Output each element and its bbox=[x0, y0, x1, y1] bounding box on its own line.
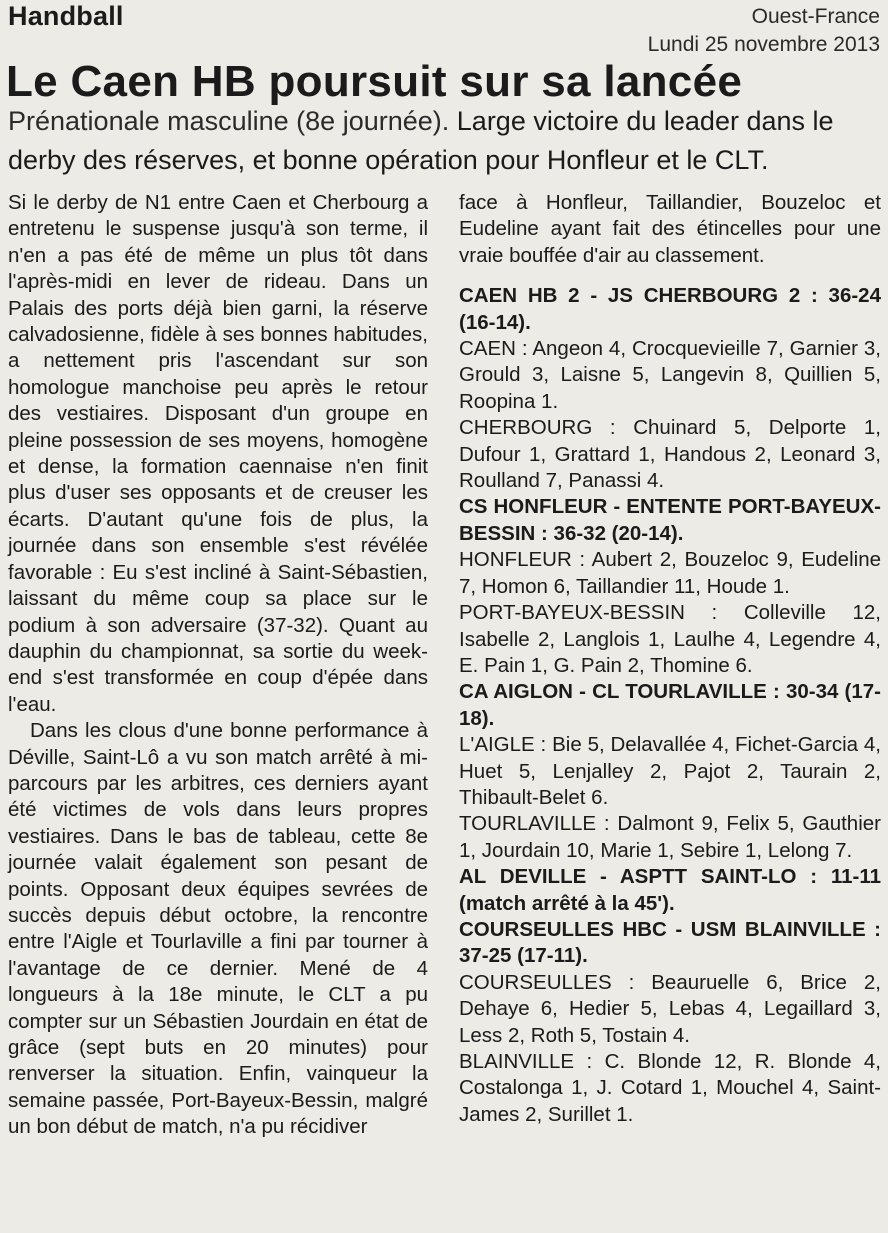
match-result-title: COURSEULLES HBC - USM BLAINVILLE : 37-25 (17-11). bbox=[459, 917, 881, 968]
section-rubric: Handball bbox=[8, 1, 124, 31]
match-result-title: CA AIGLON - CL TOURLAVILLE : 30-34 (17-18). bbox=[459, 680, 881, 730]
team-lineup: COURSEULLES : Beauruelle 6, Brice 2, Dehaye 6, Hedier 5, Lebas 4, Legaillard 3, Less 2, Roth 5, Tostain 4. bbox=[459, 970, 881, 1047]
article-subtitle bbox=[8, 102, 878, 180]
match-result-title: CS HONFLEUR - ENTENTE PORT-BAYEUX-BESSIN : 36-32 (20-14). bbox=[459, 495, 881, 545]
team-lineup: CAEN : Angeon 4, Crocquevieille 7, Garnier 3, Grould 3, Laisne 5, Langevin 8, Quillien 5, Roopina 1. bbox=[459, 337, 881, 413]
match-result-title: AL DEVILLE - ASPTT SAINT-LO : 11-11 (match arrêté à la 45'). bbox=[459, 865, 881, 915]
publication-info bbox=[648, 3, 880, 59]
article-body-left bbox=[8, 190, 428, 1141]
team-lineup: BLAINVILLE : C. Blonde 12, R. Blonde 4, Costalonga 1, J. Cotard 1, Mouchel 4, Saint-James 2, Surillet 1. bbox=[459, 1050, 881, 1126]
paragraph: Dans les clous d'une bonne performance à Déville, Saint-Lô a vu son match arrêté à mi-parcours par les arbitres, ces derniers ayant été victimes de vols dans leurs propres vestiaires. Dans le bas de tableau, cette 8e journée valait également son pesant de points. Opposant deux équipes sevrées de succès depuis début octobre, la rencontre entre l'Aigle et Tourlaville a fini par tourner à l'avantage de ce dernier. Mené de 4 longueurs à la 18e minute, le CLT a pu compter sur un Sébastien Jourdain en état de grâce (sept buts en 20 minutes) pour renverser la situation. Enfin, vainqueur la semaine passée, Port-Bayeux-Bessin, malgré un bon début de match, n'a pu récidiver bbox=[8, 719, 428, 1139]
match-result-title: CAEN HB 2 - JS CHERBOURG 2 : 36-24 (16-14). bbox=[459, 284, 881, 334]
newspaper-name: Ouest-France bbox=[751, 5, 880, 28]
team-lineup: TOURLAVILLE : Dalmont 9, Felix 5, Gauthier 1, Jourdain 10, Marie 1, Sebire 1, Lelong 7. bbox=[459, 812, 881, 862]
subtitle-lead: Prénationale masculine (8e journée). bbox=[8, 106, 450, 136]
team-lineup: HONFLEUR : Aubert 2, Bouzeloc 9, Eudeline 7, Homon 6, Taillandier 11, Houde 1. bbox=[459, 548, 881, 598]
paragraph: face à Honfleur, Taillandier, Bouzeloc et Eudeline ayant fait des étincelles pour une vraie bouffée d'air au classement. bbox=[459, 191, 881, 267]
team-lineup: CHERBOURG : Chuinard 5, Delporte 1, Dufour 1, Grattard 1, Handous 2, Leonard 3, Roulland 7, Panassi 4. bbox=[459, 416, 881, 493]
article-title: Le Caen HB poursuit sur sa lancée bbox=[6, 57, 743, 106]
publication-date: Lundi 25 novembre 2013 bbox=[647, 33, 880, 56]
article-body-right bbox=[459, 190, 881, 1128]
paragraph: Si le derby de N1 entre Caen et Cherbourg a entretenu le suspense jusqu'à son terme, il n'en a pas été de même un plus tôt dans l'après-midi en lever de rideau. Dans un Palais des ports déjà bien garni, la réserve calvadosienne, fidèle à ses bonnes habitudes, a nettement pris l'ascendant sur son homologue manchoise peu après le retour des vestiaires. Disposant d'un groupe en pleine possession de ses moyens, homogène et dense, la formation caennaise n'en finit plus d'user ses opposants et de creuser les écarts. D'autant qu'une fois de plus, la journée dans son ensemble s'est révélée favorable : Eu s'est incliné à Saint-Sébastien, laissant du même coup sa place sur le podium à son adversaire (37-32). Quant au dauphin du championnat, sa sortie du week-end s'est transformée en coup d'épée dans l'eau. bbox=[8, 191, 428, 716]
team-lineup: PORT-BAYEUX-BESSIN : Colleville 12, Isabelle 2, Langlois 1, Laulhe 4, Legendre 4, E. Pain 1, G. Pain 2, Thomine 6. bbox=[459, 601, 881, 677]
team-lineup: L'AIGLE : Bie 5, Delavallée 4, Fichet-Garcia 4, Huet 5, Lenjalley 2, Pajot 2, Taurain 2, Thibault-Belet 6. bbox=[459, 733, 881, 809]
subtitle-rest: Large victoire du leader dans le derby des réserves, et bonne opération pour Honfleur et le CLT. bbox=[8, 106, 834, 175]
